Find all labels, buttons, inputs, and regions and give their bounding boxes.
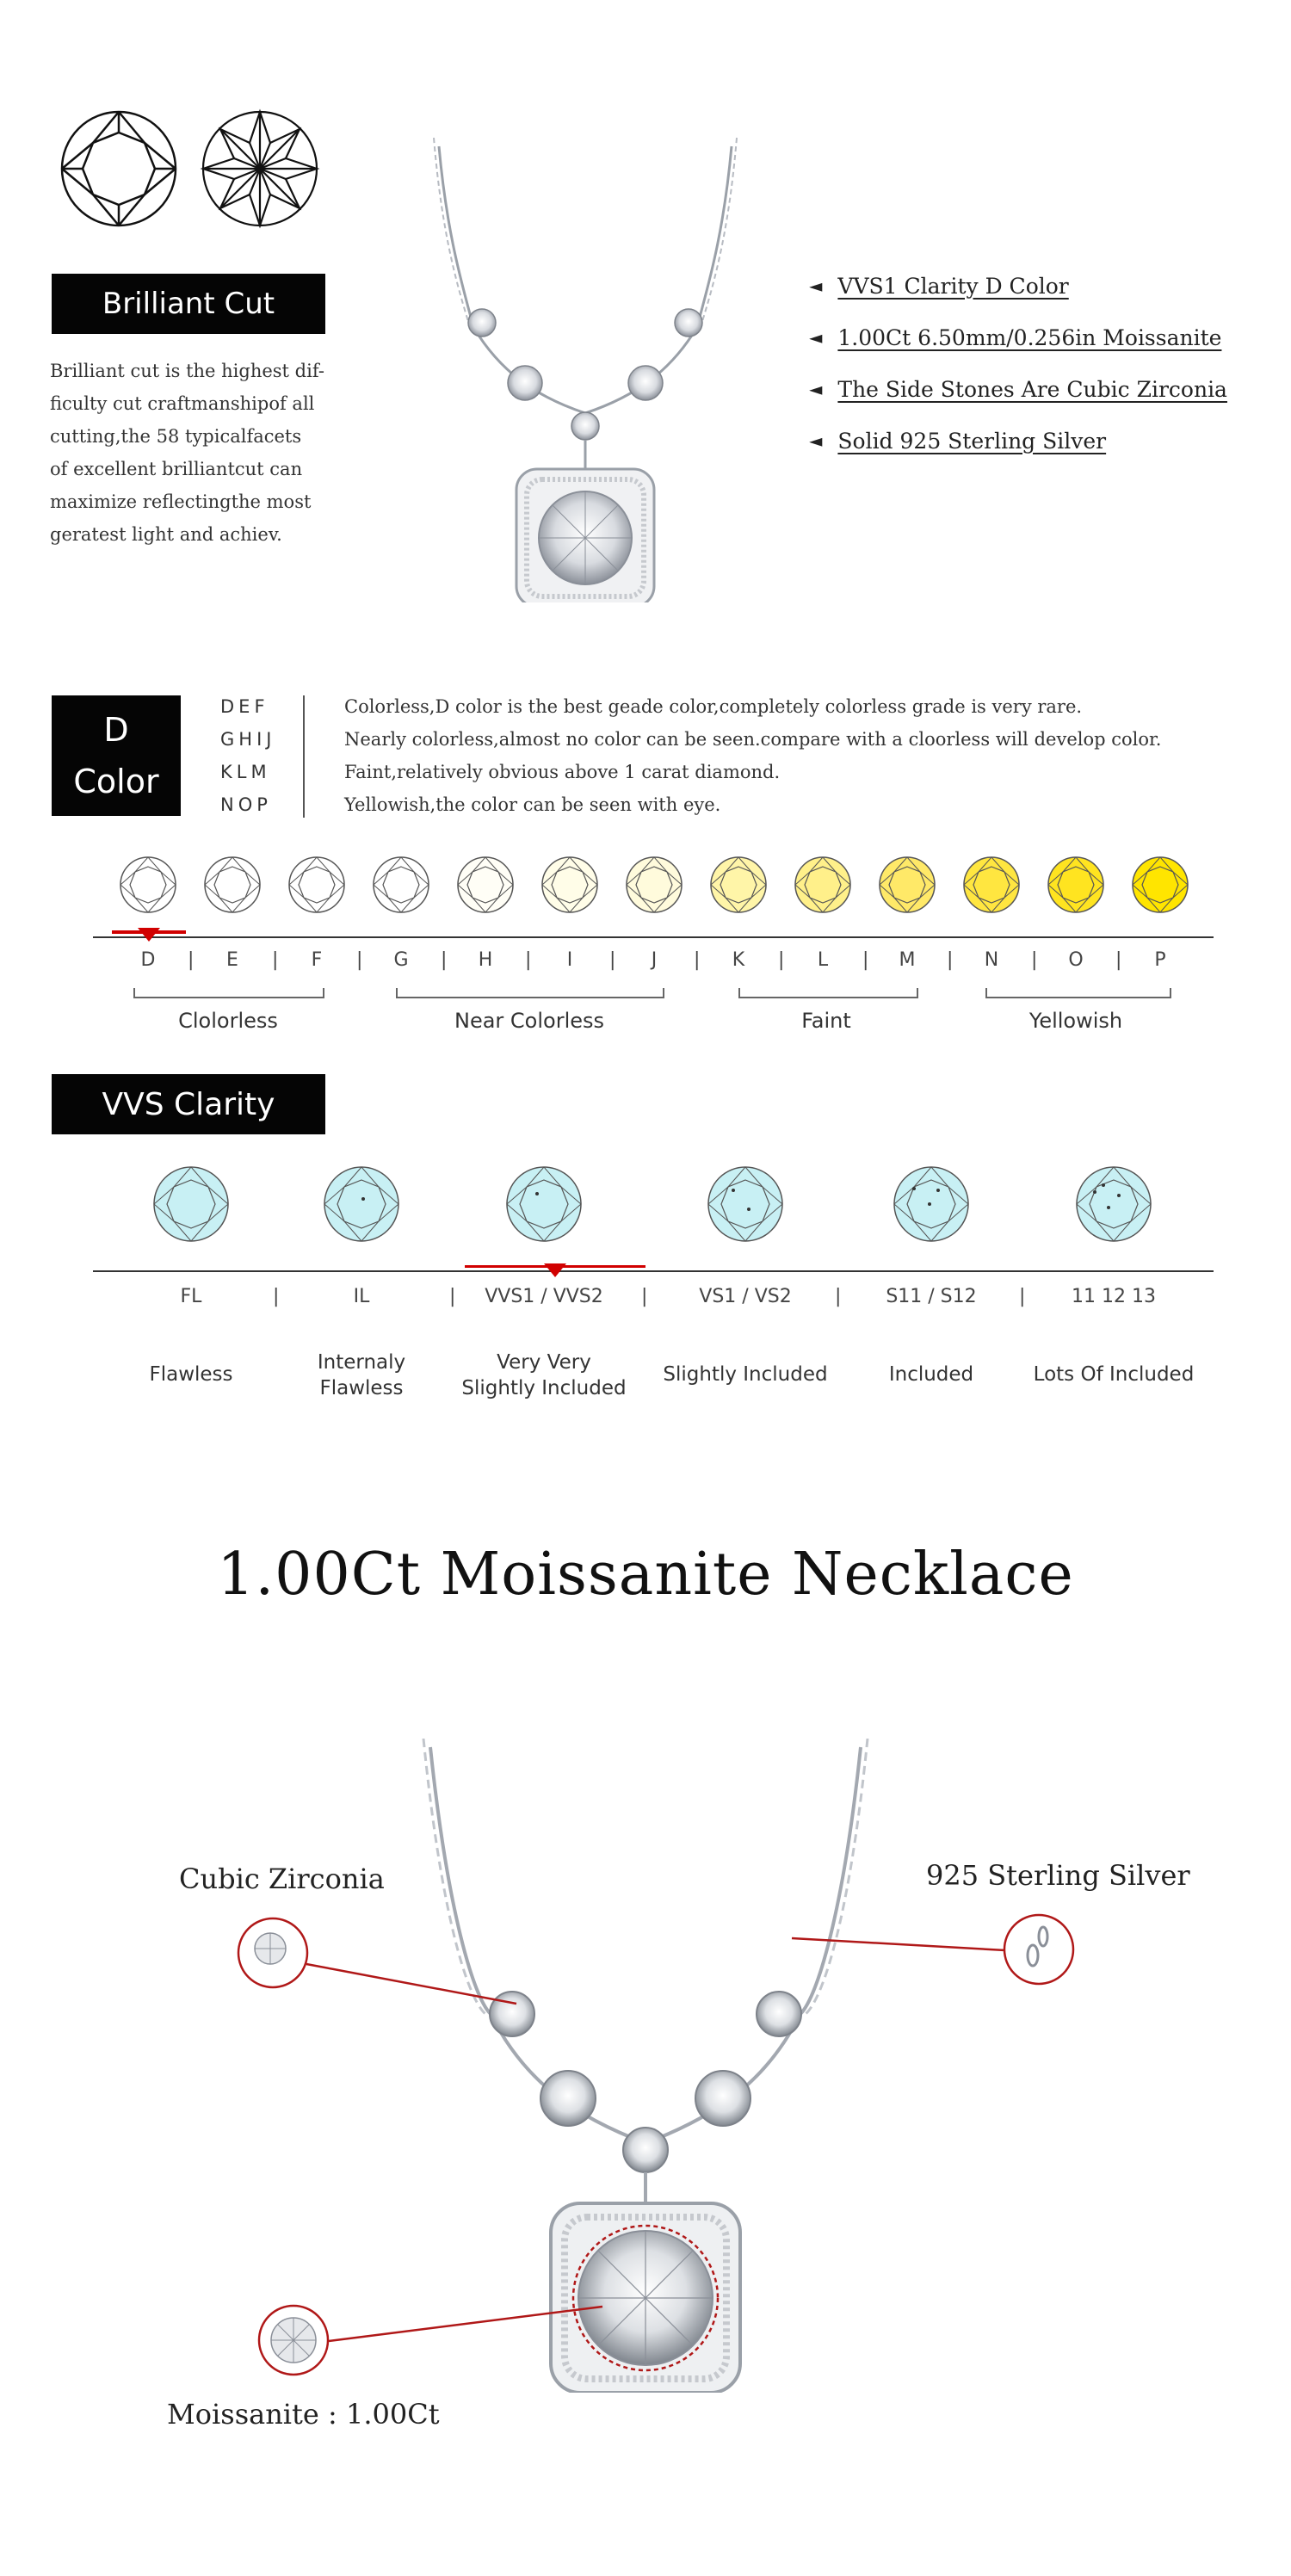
product-heading: 1.00Ct Moissanite Necklace	[217, 1541, 1074, 1609]
scale-separator: |	[273, 1286, 280, 1307]
brilliant-cut-title	[52, 274, 325, 334]
group-bracket-near-colorless	[396, 988, 664, 998]
clarity-description-line: Slightly Included	[663, 1363, 828, 1386]
clarity-description	[275, 1350, 448, 1401]
clarity-stone-icon	[504, 1164, 584, 1244]
cubic-zirconia-zoom-icon	[236, 1916, 310, 1990]
pointer-left-icon: ◄	[809, 430, 823, 451]
color-grade-letter: H	[478, 949, 493, 971]
scale-separator: |	[525, 949, 532, 971]
group-label-near-colorless: Near Colorless	[454, 1009, 605, 1033]
feature-item	[809, 267, 1274, 305]
clarity-grade: IL	[353, 1286, 370, 1307]
color-stone-icon	[793, 855, 853, 915]
description-line: Brilliant cut is the highest dif-	[50, 361, 324, 381]
color-scale-axis	[93, 936, 1214, 938]
color-grade-letter: L	[817, 949, 829, 971]
clarity-title-text: VVS Clarity	[102, 1086, 275, 1122]
color-grade-letter: F	[311, 949, 323, 971]
callout-lines	[0, 1850, 1291, 2384]
description-line: geratest light and achiev.	[50, 524, 282, 545]
d-color-title	[52, 695, 181, 816]
clarity-grade: VVS1 / VVS2	[485, 1286, 603, 1307]
pointer-left-icon: ◄	[809, 379, 823, 399]
color-stone-icon	[371, 855, 431, 915]
scale-separator: |	[188, 949, 195, 971]
color-stone-icon	[287, 855, 347, 915]
color-stone-icon	[1130, 855, 1190, 915]
color-stone-icon	[708, 855, 769, 915]
feature-text: The Side Stones Are Cubic Zirconia	[837, 376, 1227, 402]
feature-text: VVS1 Clarity D Color	[837, 273, 1069, 299]
clarity-grade: S11 / S12	[886, 1286, 977, 1307]
sterling-silver-zoom-icon	[1002, 1912, 1076, 1986]
color-stone-icon	[624, 855, 684, 915]
color-stone-icon	[540, 855, 600, 915]
color-grade-description: Nearly colorless,almost no color can be seen.compare with a cloorless will develop color.	[344, 729, 1162, 750]
scale-separator: |	[641, 1286, 648, 1307]
pointer-left-icon: ◄	[809, 275, 823, 296]
scale-separator: |	[835, 1286, 842, 1307]
color-grade-letter: K	[732, 949, 745, 971]
scale-separator: |	[694, 949, 701, 971]
clarity-description-line: Very Very	[497, 1351, 591, 1374]
group-label-colorless: Clolorless	[178, 1009, 278, 1033]
group-label-yellowish: Yellowish	[1028, 1009, 1123, 1033]
color-grade-description: Colorless,D color is the best geade color,completely colorless grade is very rare.	[344, 696, 1083, 717]
color-grade-description: Faint,relatively obvious above 1 carat diamond.	[344, 762, 781, 782]
clarity-description-line: Slightly Included	[461, 1377, 627, 1399]
brilliant-cut-title-text: Brilliant Cut	[102, 287, 275, 321]
color-stone-icon	[118, 855, 178, 915]
color-grade-descriptions	[344, 690, 1282, 821]
clarity-stone-icon	[322, 1164, 401, 1244]
cubic-zirconia-label: Cubic Zirconia	[179, 1863, 385, 1895]
clarity-description	[659, 1362, 831, 1387]
color-grade-letter: P	[1154, 949, 1166, 971]
feature-list	[809, 267, 1274, 460]
feature-item	[809, 422, 1274, 460]
clarity-description	[105, 1362, 277, 1387]
clarity-grade: FL	[180, 1286, 202, 1307]
color-grade-letter: O	[1068, 949, 1084, 971]
color-grade-code: NOP	[220, 794, 272, 815]
color-grade-letter: M	[899, 949, 916, 971]
clarity-description-line: Included	[888, 1363, 974, 1386]
group-bracket-faint	[738, 988, 918, 998]
color-grade-letter: I	[566, 949, 573, 971]
color-stone-icon	[1046, 855, 1106, 915]
color-grade-letter: N	[984, 949, 999, 971]
scale-separator: |	[1031, 949, 1038, 971]
scale-separator: |	[1115, 949, 1122, 971]
color-grade-code: KLM	[220, 762, 271, 782]
d-color-title-line2: Color	[73, 763, 159, 800]
color-divider	[303, 695, 305, 818]
clarity-description	[845, 1362, 1017, 1387]
clarity-grade: 11 12 13	[1072, 1286, 1156, 1307]
sterling-silver-label: 925 Sterling Silver	[926, 1859, 1190, 1892]
clarity-stone-icon	[151, 1164, 231, 1244]
color-stone-icon	[961, 855, 1022, 915]
clarity-grade: VS1 / VS2	[699, 1286, 792, 1307]
scale-separator: |	[272, 949, 279, 971]
scale-separator: |	[778, 949, 785, 971]
clarity-description	[1028, 1362, 1200, 1387]
group-bracket-colorless	[133, 988, 324, 998]
color-grade-letter: D	[140, 949, 156, 971]
color-grade-description: Yellowish,the color can be seen with eye.	[344, 794, 721, 815]
brilliant-cut-description	[50, 355, 360, 551]
feature-item	[809, 370, 1274, 408]
feature-item	[809, 318, 1274, 356]
brilliant-cut-diagram-top-icon	[59, 108, 179, 229]
clarity-scale-axis	[93, 1270, 1214, 1272]
color-stone-icon	[877, 855, 937, 915]
clarity-description-line: Internaly	[317, 1351, 406, 1374]
clarity-title	[52, 1074, 325, 1134]
color-grade-code: GHIJ	[220, 729, 276, 750]
color-stone-icon	[455, 855, 516, 915]
description-line: ficulty cut craftmanshipof all	[50, 393, 315, 414]
moissanite-zoom-icon	[256, 2303, 330, 2377]
group-label-faint: Faint	[801, 1009, 851, 1033]
d-color-title-line1: D	[103, 711, 129, 749]
feature-text: Solid 925 Sterling Silver	[837, 428, 1107, 454]
feature-text: 1.00Ct 6.50mm/0.256in Moissanite	[837, 324, 1222, 350]
pointer-left-icon: ◄	[809, 327, 823, 348]
clarity-marker-icon	[542, 1262, 568, 1279]
clarity-description-line: Lots Of Included	[1033, 1363, 1195, 1386]
scale-separator: |	[947, 949, 954, 971]
scale-separator: |	[609, 949, 616, 971]
clarity-description-line: Flawless	[149, 1363, 233, 1386]
color-grade-letter: E	[226, 949, 238, 971]
color-grade-letter: G	[393, 949, 409, 971]
necklace-illustration-small	[422, 138, 749, 602]
scale-separator: |	[449, 1286, 456, 1307]
clarity-stone-icon	[706, 1164, 785, 1244]
clarity-stone-icon	[892, 1164, 971, 1244]
group-bracket-yellowish	[985, 988, 1171, 998]
clarity-description-line: Flawless	[319, 1377, 404, 1399]
brilliant-cut-diagram-bottom-icon	[200, 108, 320, 229]
clarity-stone-icon	[1074, 1164, 1153, 1244]
description-line: maximize reflectingthe most	[50, 491, 312, 512]
color-grade-codes	[220, 690, 306, 821]
color-grade-code: DEF	[220, 696, 269, 717]
scale-separator: |	[441, 949, 448, 971]
clarity-description	[458, 1350, 630, 1401]
scale-separator: |	[1019, 1286, 1026, 1307]
description-line: of excellent brilliantcut can	[50, 459, 303, 479]
description-line: cutting,the 58 typicalfacets	[50, 426, 302, 447]
color-grade-letter: J	[651, 949, 658, 971]
moissanite-label: Moissanite : 1.00Ct	[167, 2398, 440, 2431]
color-stone-icon	[202, 855, 263, 915]
scale-separator: |	[862, 949, 869, 971]
scale-separator: |	[356, 949, 363, 971]
color-marker-icon	[136, 926, 162, 943]
